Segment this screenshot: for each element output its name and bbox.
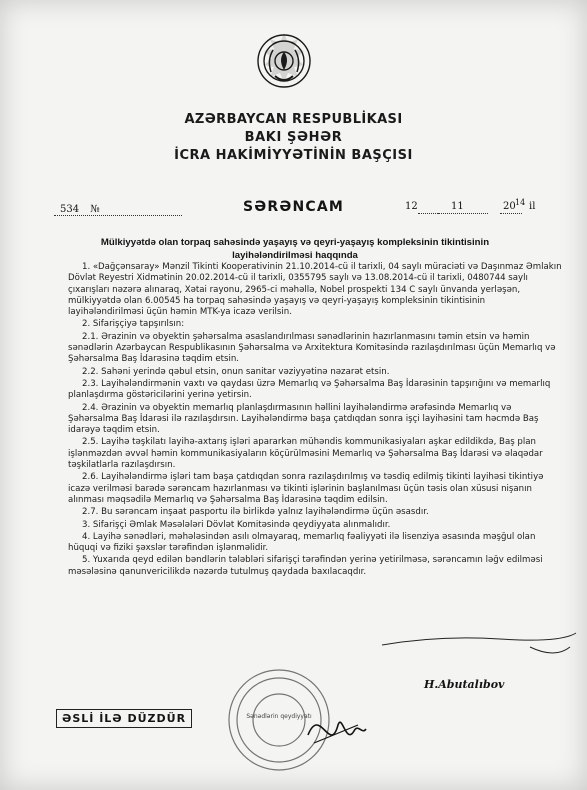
document-body xyxy=(68,262,563,578)
date-year-suffix: 14 xyxy=(515,198,526,207)
date-underline-month xyxy=(438,213,488,214)
paragraph: 4. Layihə sənədləri, məhələsindən asılı olmayaraq, memarlıq fəaliyyəti ilə lisenziya əsasında məşğul olan hüquqi və fiziki şəxslər tərəfindən işlənməlidir. xyxy=(68,531,536,554)
paragraph: 2.5. Layihə təşkilatı layihə-axtarış işləri apararkən mühəndis kommunikasiyaları aşkar edildikdə, Baş plan işlənməzdən əvvəl həmin kommunikasiyaların köçürülməsini Memarlıq və Şəhərsalma Baş İdarəsi və əlaqədar təşkilatlarla razılaşdırsın. xyxy=(68,437,543,471)
document-number xyxy=(60,204,100,215)
date-month: 11 xyxy=(451,201,464,212)
paragraph: 5. Yuxarıda qeyd edilən bəndlərin tələbləri sifarişçi tərəfindən yerinə yetirilməsə, sərəncamın ləğv edilməsi məsələsinə qanunvericilikdə nəzərdə tutulmuş qaydada baxılacaqdır. xyxy=(68,555,543,577)
paragraph: 2.3. Layihələndirmənin vaxtı və qaydası üzrə Memarlıq və Şəhərsalma Baş İdarəsinin tapşırığını və memarlıq planlaşdırma göstəricilərini yerinə yetirsin. xyxy=(68,378,551,401)
header-country: AZƏRBAYCAN RESPUBLİKASI xyxy=(184,112,403,127)
handwritten-signature-icon xyxy=(300,695,370,765)
date-underline-year xyxy=(500,213,522,214)
paragraph: 2. Sifarişçiyə tapşırılsın: xyxy=(82,319,185,330)
date-day: 12 xyxy=(405,201,418,212)
seal-center-text: Sənədlərin qeydiyyatı xyxy=(246,713,312,720)
true-copy-stamp: ƏSLİ İLƏ DÜZDÜR xyxy=(56,709,192,728)
document-number-value: 534 xyxy=(60,204,80,215)
document-subject: Mülkiyyətdə olan torpaq sahəsində yaşayış və qeyri-yaşayış kompleksinin tikintisinin layihələndirilməsi haqqında xyxy=(100,237,490,261)
paragraph: 2.2. Sahəni yerində qəbul etsin, onun sanitar vəziyyətinə nəzarət etsin. xyxy=(82,366,390,377)
paragraph: 1. «Dağçənsaray» Mənzil Tikinti Kooperativinin 21.10.2014-cü il tarixli, 04 saylı müraciəti və Daşınmaz Əmlakın Dövlət Reyestri Xidmətinin 20.02.2014-cü il tarixli, 0355795 saylı və 13.08.2014-cü il tarixli, 0480744 saylı çıxarışları nəzərə alınaraq, Xətai rayonu, 2965-ci məhəllə, Nobel prospekti 134 C saylı ünvanda yerləşən, mülkiyyətdə olan 6.00545 ha torpaq sahəsində yaşayış və qeyri-yaşayış kompleksinin tikintisinin layihələndirilməsi üçün həmin MTK-ya icazə verilsin. xyxy=(68,262,562,318)
document-title: SƏRƏNCAM xyxy=(243,199,344,215)
paragraph: 2.1. Ərazinin və obyektin şəhərsalma əsaslandırılması sənədlərinin hazırlanmasını təmin etsin və həmin sənədlərin Azərbaycan Respublikasının Şəhərsalma və Arxitektura Komitəsində razılaşdırılması üçün Memarlıq və Şəhərsalma Baş İdarəsinə təqdim etsin. xyxy=(68,331,556,365)
paragraph: 3. Sifarişçi Əmlak Məsələləri Dövlət Komitəsində qeydiyyata alınmalıdır. xyxy=(82,519,391,530)
pen-underline-mark xyxy=(380,617,580,667)
number-sign: № xyxy=(90,204,100,215)
paragraph: 2.6. Layihələndirmə işləri tam başa çatdıqdan sonra razılaşdırılmış və təsdiq edilmiş tikinti layihəsi tikintiyə icazə verilməsi barədə sərəncam hazırlanması və tikinti işlərinin başlanılması üçün təsis olan xüsusi nişanın alınması məqsədilə Memarlıq və Şəhərsalma Baş İdarəsinə təqdim edilsin. xyxy=(68,472,544,505)
header-city: BAKI ŞƏHƏR xyxy=(244,130,343,145)
number-underline xyxy=(54,215,182,216)
paragraph: 2.4. Ərazinin və obyektin memarlıq planlaşdırmasının həllini layihələndirmə ərəfəsində Memarlıq və Şəhərsalma Baş İdarəsi ilə razılaşdırsın. Layihələndirmə başa çatdıqdan sonra işçi layihəsini tam həcmdə Baş idarəyə təqdim etsin. xyxy=(68,402,539,436)
paragraph: 2.7. Bu sərəncam inşaat pasportu ilə birlikdə yalnız layihələndirmə üçün əsasdır. xyxy=(82,507,429,518)
date-year: 20 xyxy=(503,201,516,212)
state-emblem-icon xyxy=(253,30,315,92)
date-unit: il xyxy=(529,201,536,212)
header-authority: İCRA HAKİMİYYƏTİNİN BAŞÇISI xyxy=(174,148,413,163)
signatory-name: H.Abutalıbov xyxy=(424,678,505,691)
